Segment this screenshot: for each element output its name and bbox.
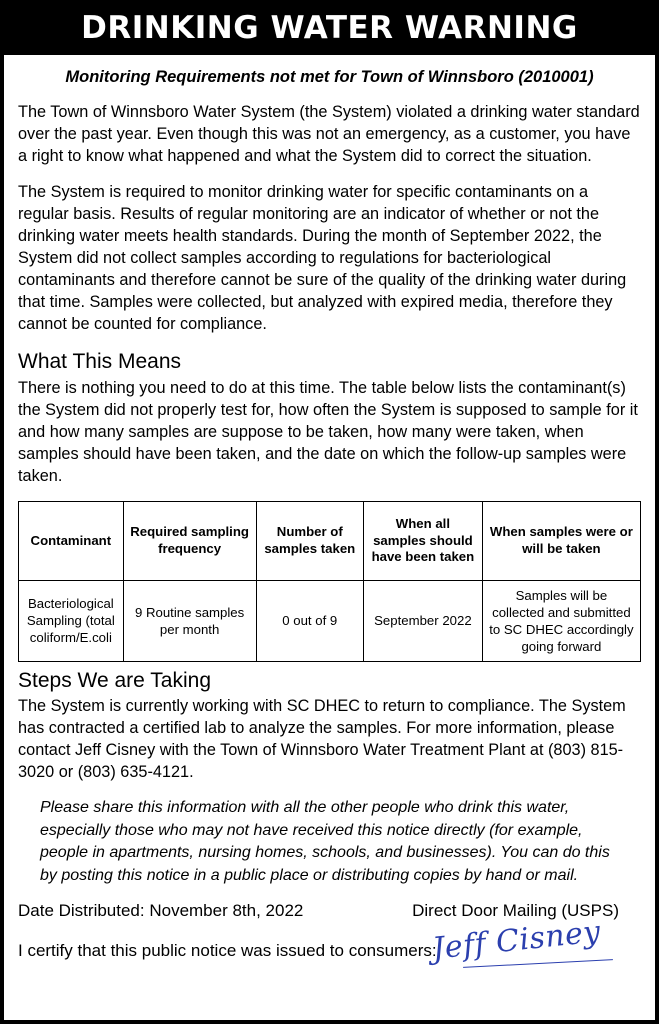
paragraph-steps-we-are-taking: The System is currently working with SC DHEC to return to compliance. The System has contracted a certified lab to analyze the samples. For more information, please contact Jeff Cisney with the Town of Winnsboro Water Treatment Plant at (803) 815-3020 or (803) 635-4121. <box>18 697 626 782</box>
certification-row <box>18 914 641 967</box>
cell-contaminant: Bacteriological Sampling (total coliform/E.coli <box>19 580 124 662</box>
table-row <box>19 580 641 662</box>
table-header-required-frequency: Required sampling frequency <box>123 501 256 580</box>
table-header-contaminant: Contaminant <box>19 501 124 580</box>
table-header-when-will-be-taken: When samples were or will be taken <box>482 501 640 580</box>
section-heading-what-this-means: What This Means <box>18 350 182 374</box>
table-header-when-should-be-taken: When all samples should have been taken <box>364 501 483 580</box>
document-banner-title: DRINKING WATER WARNING <box>4 4 655 55</box>
section-heading-steps-we-are-taking: Steps We are Taking <box>18 669 211 693</box>
table-header-number-taken: Number of samples taken <box>256 501 364 580</box>
document-subtitle: Monitoring Requirements not met for Town of Winnsboro (2010001) <box>65 67 594 86</box>
delivery-method: Direct Door Mailing (USPS) <box>412 900 619 920</box>
table-header-row <box>19 501 641 580</box>
cell-when-should-be-taken: September 2022 <box>364 580 483 662</box>
cell-number-taken: 0 out of 9 <box>256 580 364 662</box>
distribution-row <box>18 901 641 921</box>
signature: Jeff Cisney <box>430 914 603 967</box>
paragraph-share-note: Please share this information with all the other people who drink this water, especially those who may not have received this notice directly (for example, people in apartments, nursing homes, schools, and businesses). You can do this by posting this notice in a public place or distributing copies by hand or mail. <box>40 799 610 884</box>
sampling-table <box>18 501 641 663</box>
paragraph-violation-summary: The Town of Winnsboro Water System (the System) violated a drinking water standard over the past year. Even though this was not an emergency, as a customer, you have a right to know what happened and what the System did to correct the situation. <box>18 103 640 166</box>
paragraph-monitoring-details: The System is required to monitor drinking water for specific contaminants on a regular basis. Results of regular monitoring are an indicator of whether or not the drinking water meets health standards. During the month of September 2022, the System did not collect samples according to regulations for bacteriological contaminants and therefore cannot be sure of the quality of the drinking water during that time. Samples were collected, but analyzed with expired media, therefore they cannot be counted for compliance. <box>18 183 627 334</box>
paragraph-what-this-means: There is nothing you need to do at this time. The table below lists the contaminant(s) the System did not properly test for, how often the System is supposed to sample for it and how many samples are suppose to be taken, how many were taken, when samples should have been taken, and the date on which the follow-up samples were taken. <box>18 378 638 485</box>
document-content <box>4 67 655 967</box>
cell-when-will-be-taken: Samples will be collected and submitted to SC DHEC accordingly going forward <box>482 580 640 662</box>
certification-text: I certify that this public notice was issued to consumers: <box>18 940 437 960</box>
cell-required-frequency: 9 Routine samples per month <box>123 580 256 662</box>
date-distributed: Date Distributed: November 8th, 2022 <box>18 900 304 920</box>
